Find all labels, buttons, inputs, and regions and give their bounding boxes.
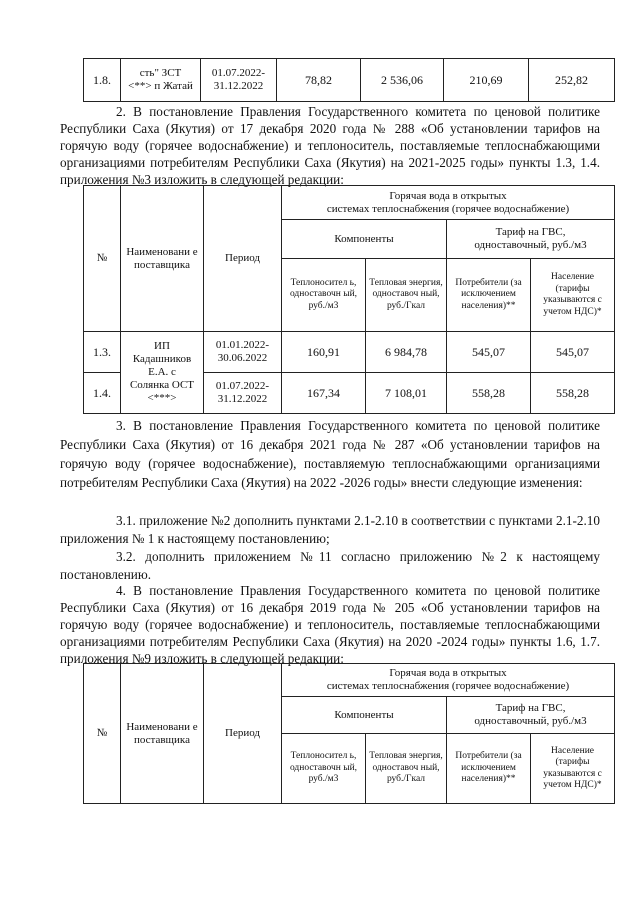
tariff-table-1 [83,185,615,414]
header-hot-water: Горячая вода в открытых системах теплоснабжения (горячее водоснабжение) [282,186,615,220]
header-period: Период [204,186,282,332]
header-heat-energy: Тепловая энергия, одноставоч ный, руб./Гкал [366,734,447,804]
paragraph-2: 2. В постановление Правления Государственного комитета по ценовой политике Республики Саха (Якутия) от 17 декабря 2020 года № 288 «Об установлении тарифов на горячую воду (горячее водоснабжение) и теплоноситель, поставляемые теплоснабжающими организациями потребителям Республики Саха (Якутия) на 2021-2025 годы» пункты 1.3, 1.4. приложения №3 изложить в следующей редакции: [60,104,600,187]
consumers-value: 210,69 [444,59,529,102]
header-consumers: Потребители (за исключением населения)** [447,259,531,332]
header-heat-energy: Тепловая энергия, одноставоч ный, руб./Гкал [366,259,447,332]
supplier-cell: сть" ЗСТ <**> п Жатай [121,59,201,102]
header-period: Период [204,664,282,804]
period-cell: 01.01.2022- 30.06.2022 [204,332,282,373]
period-cell: 01.07.2022- 31.12.2022 [201,59,277,102]
header-no: № [84,186,121,332]
table-row: 1.4. 01.07.2022- 31.12.2022 167,34 7 108,01 558,28 558,28 [84,373,615,414]
supplier-cell: ИП Кадашников Е.А. с Солянка ОСТ <***> [121,332,204,414]
header-tariff: Тариф на ГВС, одноставочный, руб./м3 [447,220,615,259]
period-cell: 01.07.2022- 31.12.2022 [204,373,282,414]
heat-energy-value: 2 536,06 [361,59,444,102]
row-number: 1.8. [84,59,121,102]
top-table [83,58,615,102]
header-supplier: Наименовани е поставщика [121,186,204,332]
header-population: Население (тарифы указываются с учетом НДС)* [531,734,615,804]
header-heat-carrier: Теплоносител ь, одноставочн ый, руб./м3 [282,734,366,804]
heat-carrier-value: 78,82 [277,59,361,102]
header-no: № [84,664,121,804]
header-consumers: Потребители (за исключением населения)** [447,734,531,804]
paragraph-4: 4. В постановление Правления Государственного комитета по ценовой политике Республики Саха (Якутия) от 16 декабря 2019 года № 205 «Об установлении тарифов на горячую воду (горячее водоснабжение) и теплоноситель, поставляемые теплоснабжающими организациями потребителям Республики Саха (Якутия) на 2020 -2024 годы» пункты 1.6, 1.7. приложения №9 изложить в следующей редакции: [60,583,600,666]
table-row: 1.3. ИП Кадашников Е.А. с Солянка ОСТ <***> 01.01.2022- 30.06.2022 160,91 6 984,78 545,07 545,07 [84,332,615,373]
header-heat-carrier: Теплоносител ь, одноставочн ый, руб./м3 [282,259,366,332]
header-components: Компоненты [282,697,447,734]
population-value: 252,82 [529,59,615,102]
paragraph-3-1: 3.1. приложение №2 дополнить пунктами 2.1-2.10 в соответствии с пунктами 2.1-2.10 приложения № 1 к настоящему постановлению; [60,513,600,546]
header-supplier: Наименовани е поставщика [121,664,204,804]
header-hot-water: Горячая вода в открытых системах теплоснабжения (горячее водоснабжение) [282,664,615,697]
header-tariff: Тариф на ГВС, одноставочный, руб./м3 [447,697,615,734]
header-components: Компоненты [282,220,447,259]
header-population: Население (тарифы указываются с учетом НДС)* [531,259,615,332]
paragraph-3-2: 3.2. дополнить приложением №11 согласно приложению №2 к настоящему постановлению. [60,549,600,582]
tariff-table-2 [83,663,615,804]
paragraph-3: 3. В постановление Правления Государственного комитета по ценовой политике Республики Саха (Якутия) от 16 декабря 2021 года № 287 «Об установлении тарифов на горячую воду (горячее водоснабжение), поставляемую теплоснабжающими организациями потребителям Республики Саха (Якутия) на 2022 -2026 годы» внести следующие изменения: [60,418,600,490]
